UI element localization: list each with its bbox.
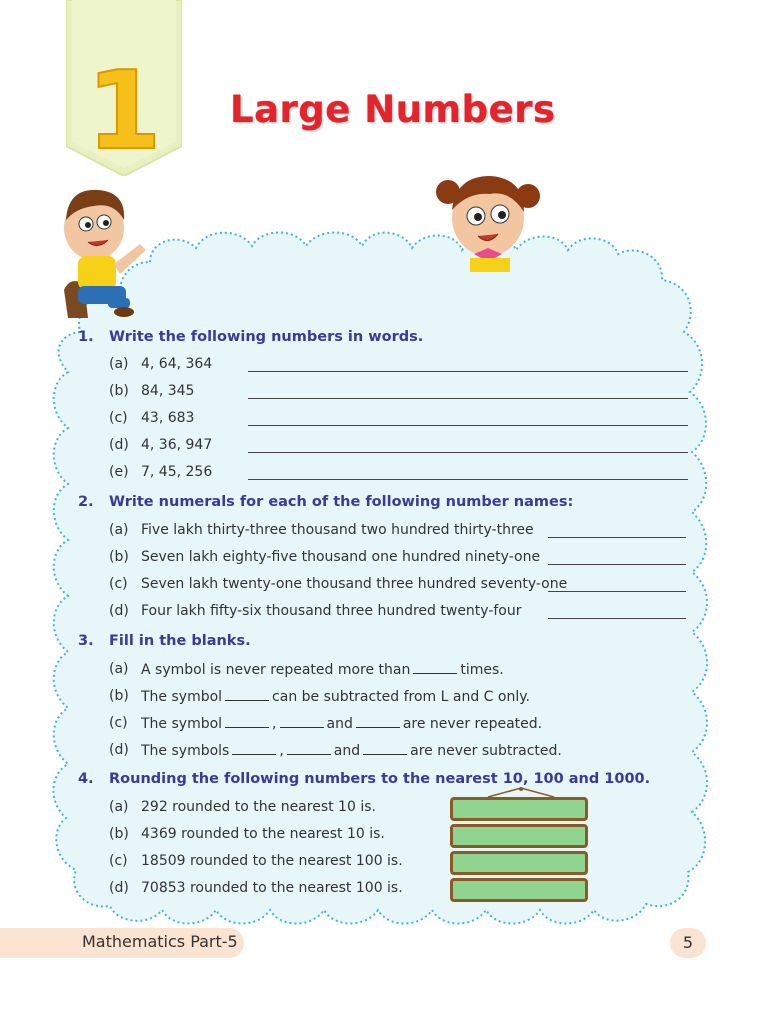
book-title: Mathematics Part-5 bbox=[82, 932, 238, 951]
chapter-number: 1 bbox=[86, 49, 162, 174]
fill-blank[interactable] bbox=[280, 715, 324, 728]
answer-boxes bbox=[450, 795, 590, 907]
fill-blank[interactable] bbox=[225, 715, 269, 728]
fill-blank[interactable] bbox=[232, 742, 276, 755]
fill-blank[interactable] bbox=[413, 661, 457, 674]
answer-line[interactable] bbox=[248, 425, 688, 426]
fill-blank[interactable] bbox=[363, 742, 407, 755]
answer-line[interactable] bbox=[548, 618, 686, 619]
answer-box[interactable] bbox=[450, 824, 588, 848]
answer-line[interactable] bbox=[548, 537, 686, 538]
answer-line[interactable] bbox=[248, 452, 688, 453]
answer-line[interactable] bbox=[248, 479, 688, 480]
fill-blank[interactable] bbox=[225, 688, 269, 701]
answer-box[interactable] bbox=[450, 797, 588, 821]
fill-blank[interactable] bbox=[356, 715, 400, 728]
answer-box[interactable] bbox=[450, 851, 588, 875]
fill-blank[interactable] bbox=[287, 742, 331, 755]
answer-line[interactable] bbox=[248, 371, 688, 372]
chapter-title: Large Numbers bbox=[230, 88, 556, 131]
answer-line[interactable] bbox=[548, 564, 686, 565]
page-number: 5 bbox=[670, 928, 706, 958]
answer-line[interactable] bbox=[548, 591, 686, 592]
answer-box[interactable] bbox=[450, 878, 588, 902]
answer-line[interactable] bbox=[248, 398, 688, 399]
